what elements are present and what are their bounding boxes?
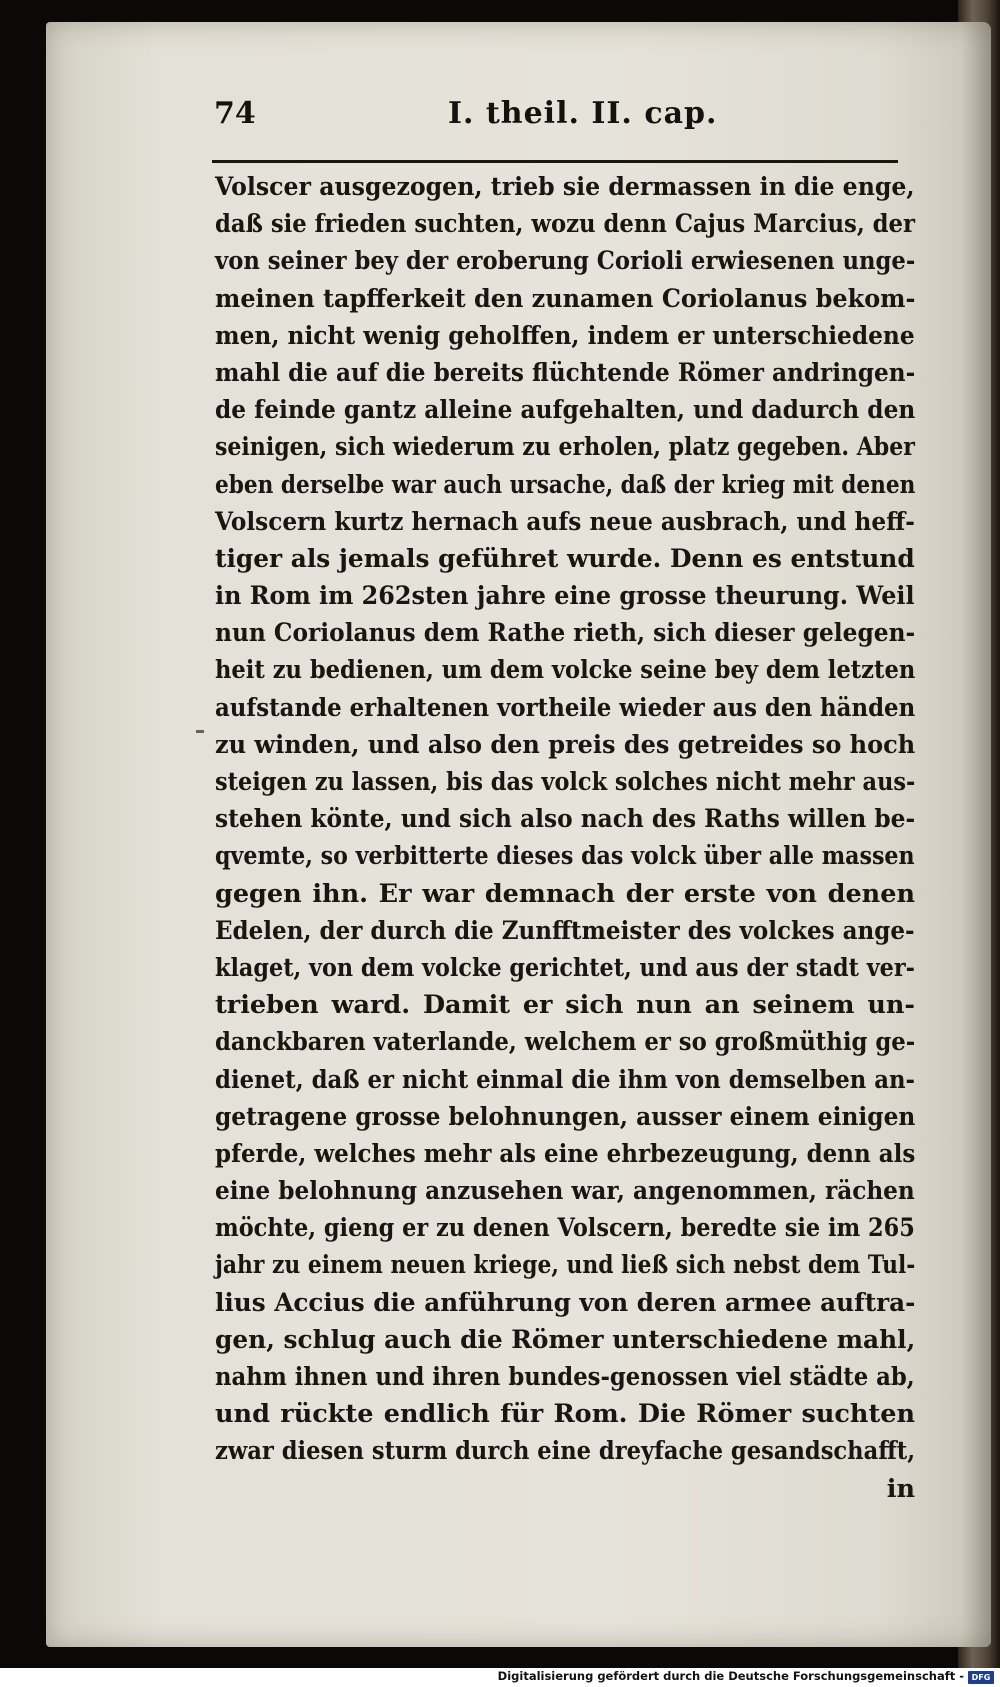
text-line: möchte, gieng er zu denen Volscern, beredte sie im 265 [215,1213,915,1244]
footer-bar [0,1668,1000,1687]
text-line: jahr zu einem neuen kriege, und ließ sich nebst dem Tul- [215,1250,916,1281]
text-line: lius Accius die anführung von deren armee auftra- [215,1287,916,1318]
header-rule [212,160,898,163]
page-edge-shadow [961,22,991,1647]
text-line: steigen zu lassen, bis das volck solches nicht mehr aus- [215,767,916,797]
text-line: getragene grosse belohnungen, ausser einem einigen [215,1101,916,1132]
text-line: de feinde gantz alleine aufgehalten, und dadurch den [215,395,916,426]
text-line: qvemte, so verbitterte dieses das volck über alle massen [215,841,915,872]
text-line: daß sie frieden suchten, wozu denn Cajus Marcius, der [215,209,916,240]
text-line: mahl die auf die bereits flüchtende Römer andringen- [215,357,916,388]
text-line: zwar diesen sturm durch eine dreyfache gesandschafft, [215,1436,916,1467]
text-line: zu winden, und also den preis des getreides so hoch [215,729,916,760]
text-line: nahm ihnen und ihren bundes-genossen viel städte ab, [215,1362,915,1392]
text-line: dienet, daß er nicht einmal die ihm von demselben an- [215,1064,916,1095]
running-head: I. theil. II. cap. [448,96,718,131]
text-line: und rückte endlich für Rom. Die Römer suchten [215,1399,915,1430]
text-line: gegen ihn. Er war demnach der erste von denen [215,878,915,909]
funding-credit: Digitalisierung gefördert durch die Deutsche Forschungsgemeinschaft - [497,1669,964,1683]
dfg-logo-icon: DFG [968,1671,994,1684]
text-line: von seiner bey der eroberung Corioli erwiesenen unge- [215,246,916,277]
text-line: stehen könte, und sich also nach des Raths willen be- [215,804,916,835]
text-line: Edelen, der durch die Zunfftmeister des volckes ange- [215,915,915,946]
text-line: meinen tapfferkeit den zunamen Coriolanus bekom- [215,283,916,314]
text-line: eine belohnung anzusehen war, angenommen, rächen [215,1176,915,1207]
text-line: tiger als jemals geführet wurde. Denn es entstund [215,543,915,574]
text-line: heit zu bedienen, um dem volcke seine bey dem letzten [215,655,916,686]
text-line: trieben ward. Damit er sich nun an seinem un- [215,990,915,1021]
margin-mark [196,730,204,733]
text-line: eben derselbe war auch ursache, daß der krieg mit denen [215,469,916,500]
text-line: pferde, welches mehr als eine ehrbezeugung, denn als [215,1138,916,1169]
text-line: Volscern kurtz hernach aufs neue ausbrach, und heff- [215,506,915,537]
text-line: gen, schlug auch die Römer unterschiedene mahl, [215,1324,916,1355]
text-line: men, nicht wenig geholffen, indem er unterschiedene [215,320,915,351]
page-number: 74 [214,96,256,131]
text-line: danckbaren vaterlande, welchem er so großmüthig ge- [215,1027,916,1058]
text-line: seinigen, sich wiederum zu erholen, platz gegeben. Aber [215,432,915,463]
page-header [168,96,888,144]
text-line: nun Coriolanus dem Rathe rieth, sich dieser gelegen- [215,618,916,649]
text-line: Volscer ausgezogen, trieb sie dermassen in die enge, [215,172,915,202]
text-line: aufstande erhaltenen vortheile wieder aus den händen [215,692,916,723]
body-text [215,169,915,1508]
text-line: in Rom im 262sten jahre eine grosse theurung. Weil [215,581,915,612]
catchword: in [886,1473,915,1504]
text-line: klaget, von dem volcke gerichtet, und aus der stadt ver- [215,952,915,983]
